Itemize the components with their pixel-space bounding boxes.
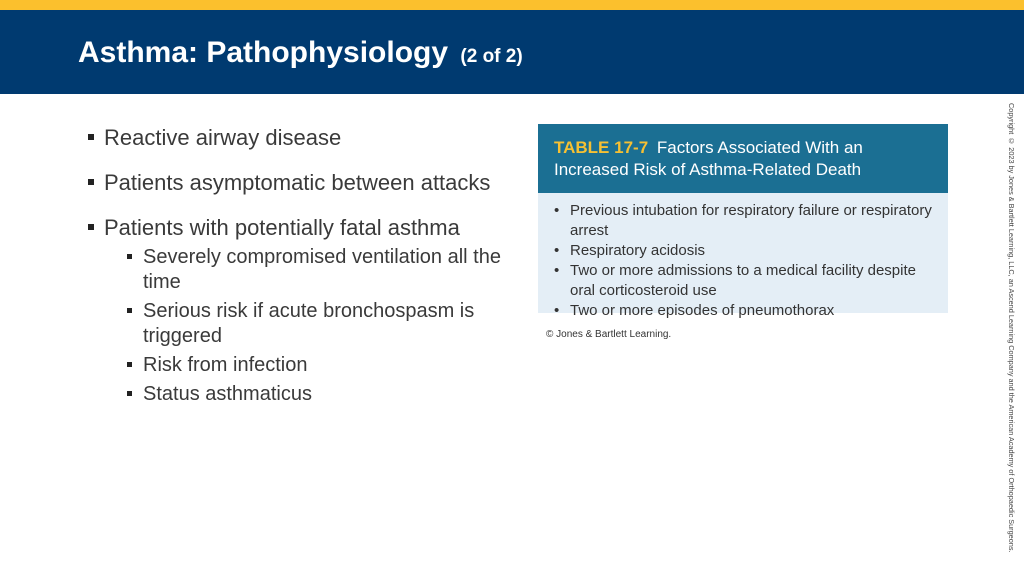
copyright-notice: Copyright © 2023 by Jones & Bartlett Learning, LLC, an Ascend Learning Company and the American Academy of Orthopaedic Surgeons. <box>1007 103 1016 553</box>
bullet-list <box>86 124 506 411</box>
factors-table <box>538 124 948 340</box>
title-suffix: (2 of 2) <box>460 46 523 67</box>
table-item: • Two or more admissions to a medical facility despite oral corticosteroid use <box>552 261 934 301</box>
table-header <box>538 124 948 193</box>
sub-bullet-list <box>126 245 506 407</box>
bullet-text: Patients asymptomatic between attacks <box>104 170 491 195</box>
title-main: Asthma: Pathophysiology <box>78 36 449 69</box>
table-body <box>538 193 948 319</box>
bullet-text: Patients with potentially fatal asthma <box>104 215 460 240</box>
sub-bullet-item: Status asthmaticus <box>126 382 506 407</box>
table-number: TABLE 17-7 <box>554 138 649 157</box>
sub-bullet-item: Serious risk if acute bronchospasm is triggered <box>126 299 506 349</box>
table-item: • Previous intubation for respiratory failure or respiratory arrest <box>552 201 934 241</box>
table-item: • Respiratory acidosis <box>552 241 934 261</box>
table-item: • Two or more episodes of pneumothorax <box>552 301 934 321</box>
bullet-item <box>86 214 506 407</box>
accent-strip <box>0 0 1024 10</box>
table-item-list <box>552 201 934 321</box>
sub-bullet-item: Risk from infection <box>126 353 506 378</box>
bullet-text: Reactive airway disease <box>104 125 342 150</box>
slide-title <box>78 34 523 76</box>
sub-bullet-item: Severely compromised ventilation all the time <box>126 245 506 295</box>
bullet-item <box>86 169 506 197</box>
bullet-item <box>86 124 506 152</box>
image-credit: © Jones & Bartlett Learning. <box>546 329 672 340</box>
table-title: Factors Associated With an Increased Risk of Asthma-Related Death <box>554 138 863 179</box>
